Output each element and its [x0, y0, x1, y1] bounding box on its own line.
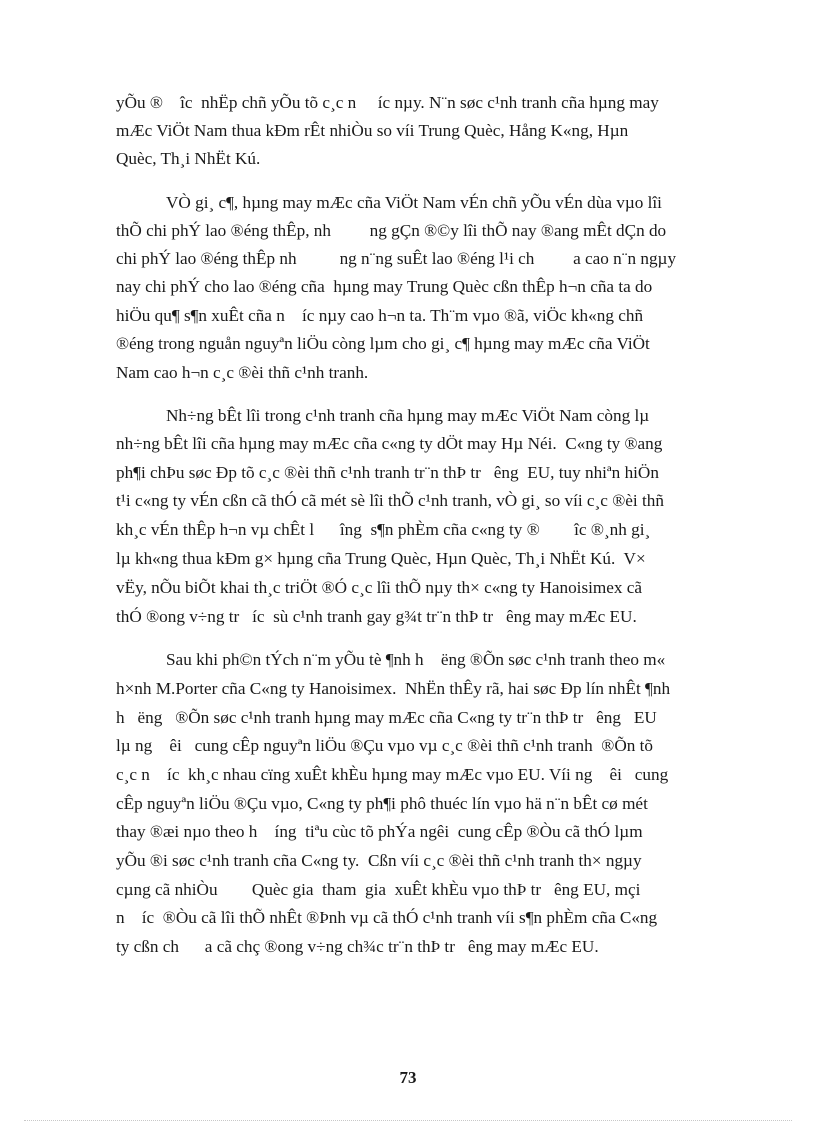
text-line: thay ®æi nµo theo h íng tiªu cùc tõ phÝa ngêi cung cÊp ®Òu cã thÓ lµm: [116, 822, 643, 841]
text-line: lµ ng êi cung cÊp nguyªn liÖu ®Çu vµo vµ c¸c ®èi thñ c¹nh tranh ®Õn tõ: [116, 736, 654, 755]
text-line: yÕu ® îc nhËp chñ yÕu tõ c¸c n íc nµy. N¨n søc c¹nh tranh cña hµng may: [116, 93, 659, 112]
text-line: ®éng trong nguån nguyªn liÖu còng lµm cho gi¸ c¶ hµng may mÆc cña ViÖt: [116, 334, 650, 353]
text-line: n íc ®Òu cã lîi thÕ nhÊt ®Þnh vµ cã thÓ c¹nh tranh víi s¶n phÈm cña C«ng: [116, 908, 658, 927]
text-line: Nam cao h¬n c¸c ®èi thñ c¹nh tranh.: [116, 363, 369, 382]
text-line: nay chi phÝ cho lao ®éng cña hµng may Trung Quèc cßn thÊp h¬n cña ta do: [116, 277, 653, 296]
text-line: mÆc ViÖt Nam thua kÐm rÊt nhiÒu so víi Trung Quèc, Hång K«ng, Hµn: [116, 121, 629, 140]
paragraph-first-line: VÒ gi¸ c¶, hµng may mÆc cña ViÖt Nam vÉn chñ yÕu vÉn dùa vµo lîi: [166, 193, 662, 212]
text-line: thÓ ®ong v÷ng tr íc sù c¹nh tranh gay g¾t tr¨n thÞ tr êng may mÆc EU.: [116, 607, 637, 626]
text-line: chi phÝ lao ®éng thÊp nh ng n¨ng suÊt lao ®éng l¹i ch a cao n¨n ngµy: [116, 249, 677, 268]
text-line: vËy, nÕu biÕt khai th¸c triÖt ®Ó c¸c lîi thÕ nµy th× c«ng ty Hanoisimex cã: [116, 578, 643, 597]
text-line: c¸c n íc kh¸c nhau cïng xuÊt khÈu hµng may mÆc vµo EU. Víi ng êi cung: [116, 765, 669, 784]
text-line: h×nh M.Porter cña C«ng ty Hanoisimex. NhËn thÊy rã, hai søc Ðp lín nhÊt ¶nh: [116, 679, 671, 698]
text-line: thÕ chi phÝ lao ®éng thÊp, nh ng gÇn ®©y lîi thÕ nay ®ang mÊt dÇn do: [116, 221, 667, 240]
text-line: yÕu ®i søc c¹nh tranh cña C«ng ty. Cßn víi c¸c ®èi thñ c¹nh tranh th× ngµy: [116, 851, 642, 870]
page-number: 73: [399, 1068, 417, 1087]
text-line: cµng cã nhiÒu Quèc gia tham gia xuÊt khÈu vµo thÞ tr êng EU, mçi: [116, 880, 641, 899]
text-line: ph¶i chÞu søc Ðp tõ c¸c ®èi thñ c¹nh tranh tr¨n thÞ tr êng EU, tuy nhiªn hiÖn: [116, 463, 659, 482]
text-line: lµ kh«ng thua kÐm g× hµng cña Trung Quèc, Hµn Quèc, Th¸i NhËt Kú. V×: [116, 549, 646, 568]
paragraph-first-line: Nh÷ng bÊt lîi trong c¹nh tranh cña hµng may mÆc ViÖt Nam còng lµ: [166, 406, 650, 425]
text-line: ty cßn ch a cã chç ®ong v÷ng ch¾c tr¨n thÞ tr êng may mÆc EU.: [116, 937, 599, 956]
text-line: hiÖu qu¶ s¶n xuÊt cña n íc nµy cao h¬n ta. Th¨m vµo ®ã, viÖc kh«ng chñ: [116, 306, 644, 325]
footer-divider: [24, 1120, 792, 1121]
text-line: kh¸c vÉn thÊp h¬n vµ chÊt l îng s¶n phÈm cña c«ng ty ® îc ®¸nh gi¸: [116, 520, 651, 539]
text-line: cÊp nguyªn liÖu ®Çu vµo, C«ng ty ph¶i phô thuéc lín vµo hä n¨n bÊt cø mét: [116, 794, 648, 813]
paragraph-first-line: Sau khi ph©n tÝch n¨m yÕu tè ¶nh h ëng ®Õn søc c¹nh tranh theo m«: [166, 650, 666, 669]
text-line: nh÷ng bÊt lîi cña hµng may mÆc cña c«ng ty dÖt may Hµ Néi. C«ng ty ®ang: [116, 434, 663, 453]
text-line: h ëng ®Õn søc c¹nh tranh hµng may mÆc cña C«ng ty tr¨n thÞ tr êng EU: [116, 708, 657, 727]
text-line: t¹i c«ng ty vÉn cßn cã thÓ cã mét sè lîi thÕ c¹nh tranh, vÒ gi¸ so víi c¸c ®èi thñ: [116, 491, 664, 510]
text-line: Quèc, Th¸i NhËt Kú.: [116, 149, 261, 168]
